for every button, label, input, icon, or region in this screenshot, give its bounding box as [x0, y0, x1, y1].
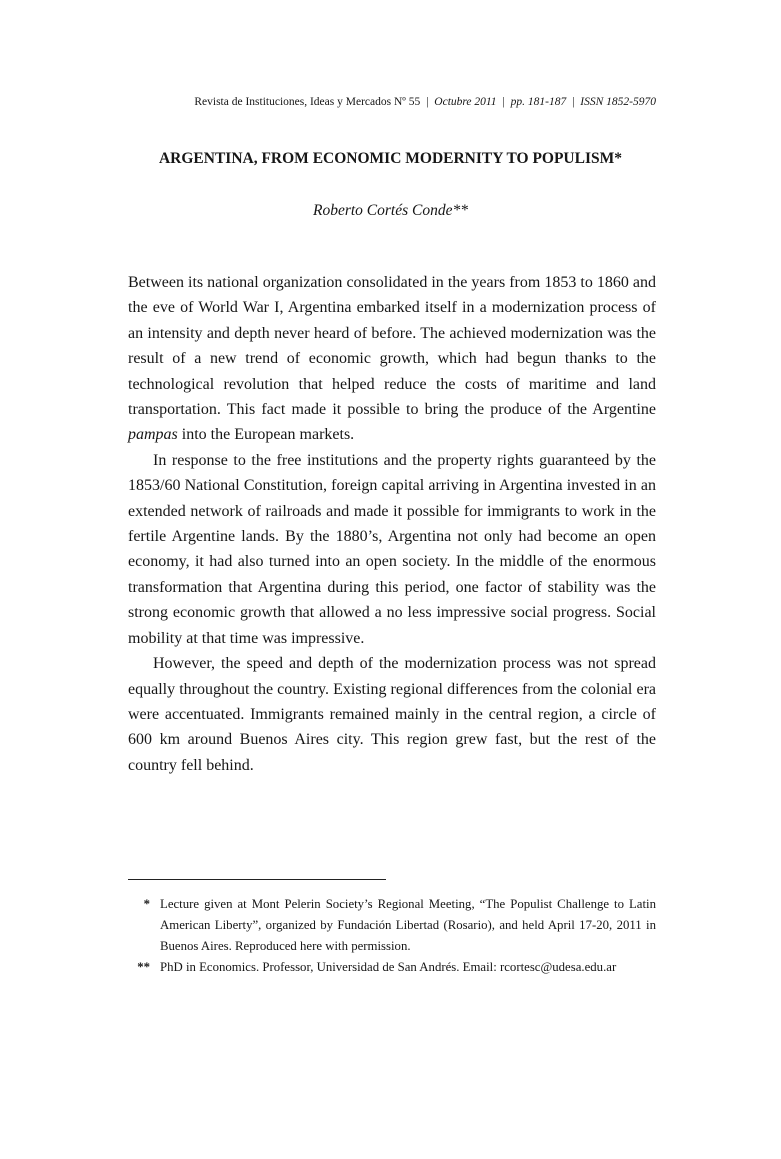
article-body [128, 270, 656, 778]
footnotes [128, 894, 656, 978]
article-title: ARGENTINA, FROM ECONOMIC MODERNITY TO POPULISM* [158, 150, 622, 167]
running-head [0, 96, 656, 108]
paragraph-1-text: Between its national organization consolidated in the years from 1853 to 1860 and the eve of World War I, Argentina embarked itself in a modernization process of an intensity and depth never heard of before. The achieved modernization was the result of a new trend of economic growth, which had begun thanks to the technological revolution that helped reduce the costs of maritime and land transportation. This fact made it possible to bring the produce of the Argentine [128, 274, 656, 419]
issue-date: Octubre 2011 [434, 96, 497, 108]
paragraph-1 [128, 270, 656, 448]
italic-term: pampas [128, 426, 178, 444]
separator: | [572, 96, 575, 108]
paragraph-2: In response to the free institutions and the property rights guaranteed by the 1853/60 National Constitution, foreign capital arriving in Argentina invested in an extended network of railroads and made it possible for immigrants to work in the fertile Argentine lands. By the 1880’s, Argentina not only had become an open economy, it had also turned into an open society. In the middle of the enormous transformation that Argentina during this period, one factor of stability was the strong economic growth that allowed a no less impressive social progress. Social mobility at that time was impressive. [128, 451, 656, 647]
footnote-mark: * [143, 897, 150, 911]
paragraph-3: However, the speed and depth of the modernization process was not spread equally throughout the country. Existing regional differences from the colonial era were accentuated. Immigrants remained mainly in the central region, a circle of 600 km around Buenos Aires city. This region grew fast, but the rest of the country fell behind. [128, 655, 656, 774]
separator: | [426, 96, 429, 108]
footnote-mark: ** [137, 960, 150, 974]
page-range: pp. 181-187 [510, 96, 567, 108]
author-name: Roberto Cortés Conde** [313, 202, 468, 219]
separator: | [502, 96, 505, 108]
paragraph-1-end: into the European markets. [177, 426, 355, 444]
footnote-1 [128, 894, 656, 957]
footnote-2 [128, 957, 656, 978]
issn: ISSN 1852-5970 [580, 96, 656, 108]
footnote-text: PhD in Economics. Professor, Universidad de San Andrés. Email: rcortesc@udesa.edu.ar [160, 960, 617, 974]
footnote-divider [128, 879, 386, 880]
journal-name: Revista de Instituciones, Ideas y Mercados Nº 55 [194, 96, 421, 108]
footnote-text: Lecture given at Mont Pelerin Society’s Regional Meeting, “The Populist Challenge to Latin American Liberty”, organized by Fundación Libertad (Rosario), and held April 17-20, 2011 in Buenos Aires. Reproduced here with permission. [160, 897, 656, 953]
